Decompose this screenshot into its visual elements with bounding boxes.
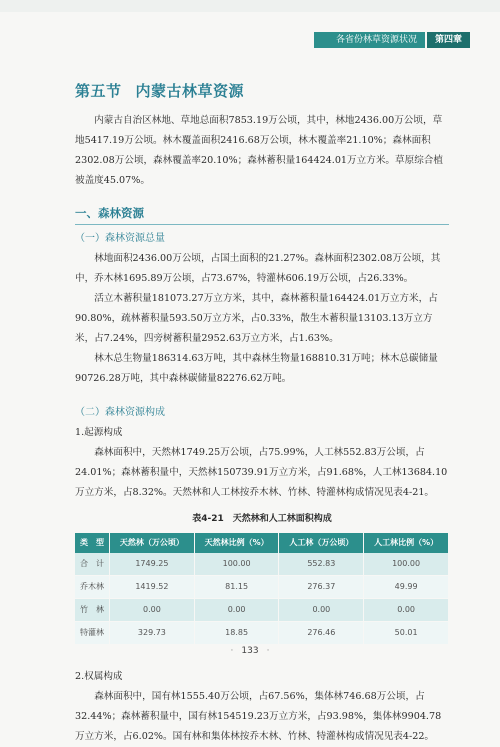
top-band: [0, 0, 500, 12]
table-cell: 0.00: [110, 599, 195, 622]
heading-ownership: 2.权属构成: [75, 671, 123, 682]
section-number: 第五节: [75, 82, 122, 100]
header-section-label: 各省份林草资源状况: [314, 32, 425, 48]
footer-dot: ·: [230, 646, 234, 656]
table-cell: 乔木林: [75, 576, 110, 599]
table-cell: 552.83: [279, 553, 364, 576]
table-header-cell: 天然林比例（%）: [194, 533, 279, 553]
table-cell: 81.15: [194, 576, 279, 599]
footer-dot: ·: [266, 646, 270, 656]
intro-paragraph: 内蒙古自治区林地、草地总面积7853.19万公顷，其中，林地2436.00万公顷，草地5417.19万公顷。林木覆盖面积2416.68万公顷，林木覆盖率21.10%；森林面积2302.08万公顷，森林覆盖率20.10%；森林蓄积量164424.01万立方米。草原综合植被盖度45.07%。: [75, 115, 443, 186]
section-name: 内蒙古林草资源: [135, 82, 245, 100]
table-cell: 329.73: [110, 622, 195, 645]
table-cell: 18.85: [194, 622, 279, 645]
table-row: [75, 553, 449, 576]
spacer: [75, 389, 449, 401]
table-cell: 1419.52: [110, 576, 195, 599]
table-header-cell: 天然林（万公顷）: [110, 533, 195, 553]
table-row: [75, 622, 449, 645]
heading-underline: [75, 224, 449, 225]
table-cell: 100.00: [194, 553, 279, 576]
spacer: [75, 191, 449, 199]
total-paragraph-3: 林木总生物量186314.63万吨，其中森林生物量168810.31万吨；林木总碳储量90726.28万吨，其中森林碳储量82276.62万吨。: [75, 353, 438, 384]
section-title: [75, 80, 258, 101]
table-cell: 100.00: [364, 553, 449, 576]
table-cell: 0.00: [364, 599, 449, 622]
running-header: [314, 32, 470, 48]
table-cell: 276.37: [279, 576, 364, 599]
table-cell: 0.00: [279, 599, 364, 622]
table-header-cell: 人工林比例（%）: [364, 533, 449, 553]
table-cell: 50.01: [364, 622, 449, 645]
total-paragraph-1: 林地面积2436.00万公顷，占国土面积的21.27%。森林面积2302.08万公顷，其中，乔木林1695.89万公顷，占73.67%，特灌林606.19万公顷，占26.33%。: [75, 253, 441, 284]
table-header-cell: 类 型: [75, 533, 110, 553]
page-number: 133: [241, 646, 259, 656]
heading-total: （一）森林资源总量: [75, 233, 165, 244]
table-cell: 合 计: [75, 553, 110, 576]
table-cell: 特灌林: [75, 622, 110, 645]
table-cell: 1749.25: [110, 553, 195, 576]
page-footer: [0, 646, 500, 656]
heading-origin: 1.起源构成: [75, 427, 123, 438]
ownership-paragraph: 森林面积中，国有林1555.40万公顷，占67.56%，集体林746.68万公顷，占32.44%；森林蓄积量中，国有林154519.23万立方米，占93.98%，集体林9904.78万立方米，占6.02%。国有林和集体林按乔木林、竹林、特灌林构成情况见表4-22。: [75, 691, 442, 742]
table-cell: 49.99: [364, 576, 449, 599]
header-chapter-label: 第四章: [427, 32, 470, 48]
table-header-cell: 人工林（万公顷）: [279, 533, 364, 553]
table-cell: 竹 林: [75, 599, 110, 622]
origin-paragraph: 森林面积中，天然林1749.25万公顷，占75.99%，人工林552.83万公顷，占24.01%；森林蓄积量中，天然林150739.91万立方米，占91.68%，人工林13684.10万立方米，占8.32%。天然林和人工林按乔木林、竹林、特灌林构成情况见表4-21。: [75, 447, 448, 498]
table-cell: 0.00: [194, 599, 279, 622]
forest-area-table: [75, 533, 449, 645]
table-row: [75, 576, 449, 599]
heading-forest-resources: 一、森林资源: [75, 206, 144, 220]
table-cell: 276.46: [279, 622, 364, 645]
total-paragraph-2: 活立木蓄积量181073.27万立方米，其中，森林蓄积量164424.01万立方米，占90.80%，疏林蓄积量593.50万立方米，占0.33%，散生木蓄积量13103.13万立方米，占7.24%，四旁树蓄积量2952.63万立方米，占1.63%。: [75, 293, 438, 344]
heading-composition: （二）森林资源构成: [75, 407, 165, 418]
table-row: [75, 599, 449, 622]
table-header-row: [75, 533, 449, 553]
table-caption: 表4-21 天然林和人工林面积构成: [192, 514, 332, 524]
